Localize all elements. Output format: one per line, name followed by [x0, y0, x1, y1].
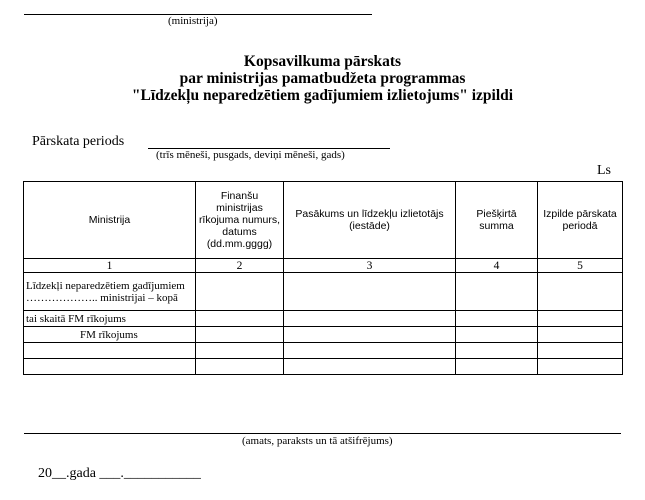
ministry-caption: (ministrija): [168, 15, 218, 27]
table-cell[interactable]: [196, 343, 284, 359]
header-execution: Izpilde pārskata periodā: [538, 182, 623, 259]
table-cell[interactable]: [284, 273, 456, 311]
header-ministry: Ministrija: [24, 182, 196, 259]
table-cell[interactable]: [196, 327, 284, 343]
column-number: 2: [196, 259, 284, 273]
header-order-number: Finanšu ministrijas rīkojuma numurs, datums (dd.mm.gggg): [196, 182, 284, 259]
signature-caption: (amats, paraksts un tā atšifrējums): [242, 435, 393, 447]
table-row: [24, 343, 623, 359]
table-cell[interactable]: [456, 327, 538, 343]
table-cell[interactable]: [284, 327, 456, 343]
period-label: Pārskata periods: [32, 134, 125, 149]
column-number: 5: [538, 259, 623, 273]
date-line: 20__.gada ___.___________: [38, 466, 201, 481]
report-table: [23, 181, 623, 375]
row-total-label: Līdzekļi neparedzētiem gadījumiem ……………….. ministrijai – kopā: [24, 273, 196, 311]
table-row: [24, 359, 623, 375]
column-number: 1: [24, 259, 196, 273]
table-cell[interactable]: [284, 359, 456, 375]
table-cell[interactable]: [24, 343, 196, 359]
table-cell[interactable]: [284, 311, 456, 327]
table-row: [24, 273, 623, 311]
period-caption: (trīs mēneši, pusgads, deviņi mēneši, gads): [156, 149, 345, 161]
table-cell[interactable]: [538, 273, 623, 311]
table-cell[interactable]: [456, 311, 538, 327]
row-fm-order-label: FM rīkojums: [24, 327, 196, 343]
table-cell[interactable]: [538, 327, 623, 343]
table-number-row: [24, 259, 623, 273]
table-row: [24, 327, 623, 343]
table-cell[interactable]: [24, 359, 196, 375]
table-cell[interactable]: [538, 343, 623, 359]
table-cell[interactable]: [538, 311, 623, 327]
table-cell[interactable]: [196, 359, 284, 375]
title-line-2: par ministrijas pamatbudžeta programmas: [179, 70, 466, 87]
table-cell[interactable]: [456, 343, 538, 359]
table-cell[interactable]: [456, 359, 538, 375]
column-number: 4: [456, 259, 538, 273]
title-line-3: "Līdzekļu neparedzētiem gadījumiem izlietojums" izpildi: [131, 87, 514, 104]
table-cell[interactable]: [538, 359, 623, 375]
table-header-row: [24, 182, 623, 259]
header-allocated-sum: Piešķirtā summa: [456, 182, 538, 259]
signature-line: [24, 433, 621, 434]
table-cell[interactable]: [196, 273, 284, 311]
table-cell[interactable]: [196, 311, 284, 327]
table-cell[interactable]: [456, 273, 538, 311]
row-including-label: tai skaitā FM rīkojums: [24, 311, 196, 327]
title-line-1: Kopsavilkuma pārskats: [243, 53, 402, 70]
header-measure: Pasākums un līdzekļu izlietotājs (iestāde): [284, 182, 456, 259]
table-cell[interactable]: [284, 343, 456, 359]
table-row: [24, 311, 623, 327]
currency-label: Ls: [597, 163, 611, 178]
report-title: [0, 53, 645, 104]
column-number: 3: [284, 259, 456, 273]
